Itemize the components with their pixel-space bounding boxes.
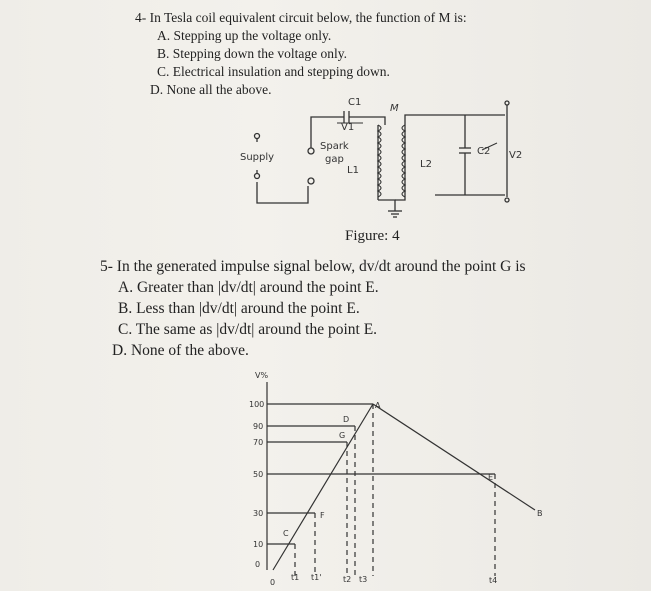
label-v2: V2	[509, 150, 523, 161]
option-4a: A. Stepping up the voltage only.	[157, 28, 332, 43]
point-c: C	[283, 529, 289, 538]
ytick-30: 30	[253, 509, 264, 518]
label-v1: V1	[341, 122, 355, 133]
label-spark: Spark	[320, 141, 349, 152]
label-c1: C1	[348, 97, 362, 108]
front-edge	[273, 404, 373, 570]
figure-caption: Figure: 4	[345, 228, 400, 244]
tesla-coil-circuit-diagram	[235, 95, 535, 230]
label-c2: C2	[477, 146, 491, 157]
v2-terminal-top	[505, 101, 509, 105]
spark-gap-top	[308, 148, 314, 154]
ytick-90: 90	[253, 422, 264, 431]
ytick-0: 0	[255, 560, 261, 569]
point-b: B	[537, 509, 543, 518]
option-4d: D. None all the above.	[150, 82, 272, 97]
point-a: A	[375, 401, 381, 410]
xtick-t2: t2	[343, 575, 352, 584]
option-5a: A. Greater than |dv/dt| around the point E.	[118, 279, 379, 296]
question-4-stem: 4- In Tesla coil equivalent circuit below, the function of M is:	[135, 10, 467, 25]
v2-terminal-bottom	[505, 198, 509, 202]
question-5-stem: 5- In the generated impulse signal below, dv/dt around the point G is	[100, 258, 526, 275]
label-supply: Supply	[240, 152, 275, 163]
xtick-0: 0	[270, 578, 276, 587]
xtick-t1: t1	[291, 573, 300, 582]
point-f: F	[320, 511, 325, 520]
xtick-t1-prime: t1'	[311, 573, 322, 582]
spark-gap-bottom	[308, 178, 314, 184]
option-4c: C. Electrical insulation and stepping down.	[157, 64, 390, 79]
impulse-voltage-graph	[235, 370, 555, 591]
label-l2: L2	[420, 159, 432, 170]
label-l1: L1	[347, 165, 359, 176]
option-5c: C. The same as |dv/dt| around the point E.	[118, 321, 378, 338]
point-g: G	[339, 431, 346, 440]
ytick-70: 70	[253, 438, 264, 447]
xtick-t3: t3	[359, 575, 368, 584]
option-5d: D. None of the above.	[112, 342, 249, 359]
label-m: M	[390, 103, 399, 114]
supply-terminal-top	[255, 134, 260, 139]
xtick-t4: t4	[489, 576, 498, 585]
question-5	[100, 258, 526, 360]
point-e: E	[488, 473, 494, 482]
supply-terminal-bottom	[255, 174, 260, 179]
tail-edge	[373, 404, 535, 510]
ytick-10: 10	[253, 540, 264, 549]
label-gap: gap	[325, 154, 344, 165]
y-label: V%	[255, 371, 269, 380]
option-5b: B. Less than |dv/dt| around the point E.	[118, 300, 360, 317]
question-4	[135, 10, 467, 98]
option-4b: B. Stepping down the voltage only.	[157, 46, 347, 61]
ytick-100: 100	[249, 400, 265, 409]
ytick-50: 50	[253, 470, 264, 479]
point-d: D	[343, 415, 350, 424]
